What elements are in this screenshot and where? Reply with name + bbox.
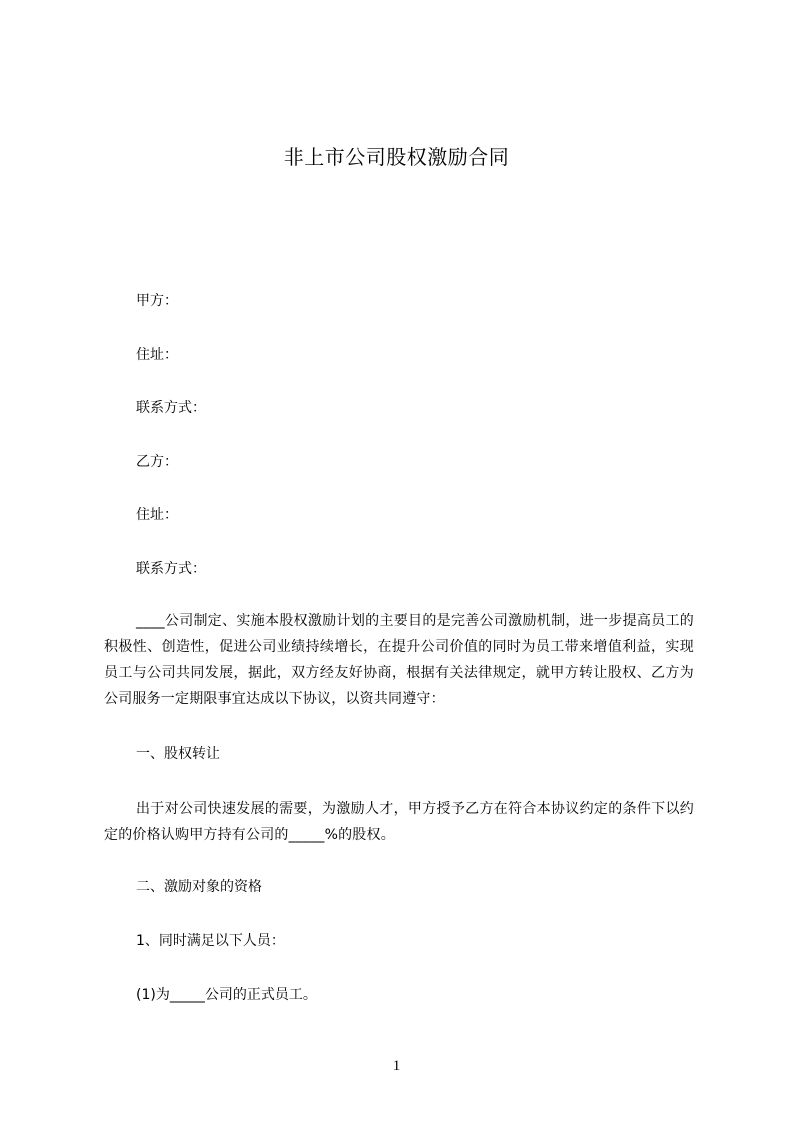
section1-body: 出于对公司快速发展的需要，为激励人才，甲方授予乙方在符合本协议约定的条件下以约定的价格认购甲方持有公司的_____%的股权。: [104, 801, 694, 843]
party-a-contact-label: 联系方式：: [136, 400, 206, 416]
party-b-name-label: 乙方：: [136, 454, 178, 470]
section1-heading: 一、股权转让: [136, 746, 220, 762]
party-a-address-label: 住址：: [136, 347, 178, 363]
section2-heading: 二、激励对象的资格: [136, 879, 262, 895]
section2-sub1: (1)为_____公司的正式员工。: [136, 987, 317, 1003]
party-b-address-label: 住址：: [136, 507, 178, 523]
party-b-contact-label: 联系方式：: [136, 561, 206, 577]
page-number: 1: [392, 1058, 401, 1074]
intro-paragraph: ____公司制定、实施本股权激励计划的主要目的是完善公司激励机制，进一步提高员工的积极性、创造性，促进公司业绩持续增长，在提升公司价值的同时为员工带来增值利益，实现员工与公司共同发展，据此，双方经友好协商，根据有关法律规定，就甲方转让股权、乙方为公司服务一定期限事宜达成以下协议，以资共同遵守：: [104, 613, 694, 707]
document-title: 非上市公司股权激励合同: [283, 145, 510, 169]
party-a-name-label: 甲方：: [136, 293, 178, 309]
section2-item1: 1、同时满足以下人员：: [136, 933, 285, 949]
